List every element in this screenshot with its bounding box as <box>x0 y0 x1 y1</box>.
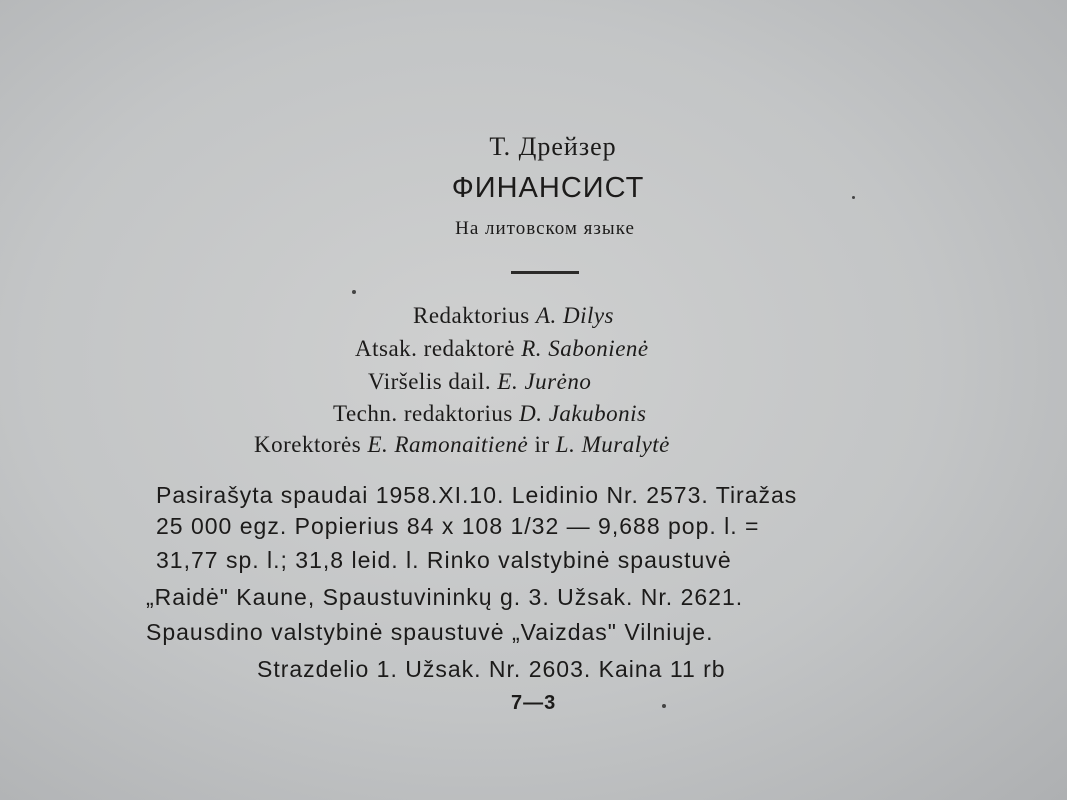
imprint-line: Strazdelio 1. Užsak. Nr. 2603. Kaina 11 rb <box>257 656 726 682</box>
credit-person: E. Ramonaitienė <box>367 432 529 457</box>
credit-role: Redaktorius <box>413 303 530 328</box>
credit-line-cover-artist <box>368 369 591 395</box>
credit-line-proofreaders <box>254 432 670 458</box>
language-note: На литовском языке <box>455 218 635 239</box>
credit-role: Techn. redaktorius <box>333 401 513 426</box>
credit-person: R. Sabonienė <box>521 336 649 361</box>
imprint-line: 25 000 egz. Popierius 84 x 108 1/32 — 9,688 pop. l. = <box>156 513 760 539</box>
credit-line-tech-editor <box>333 401 646 427</box>
credit-role: Atsak. redaktorė <box>355 336 515 361</box>
credit-person-2: L. Muralytė <box>555 432 670 457</box>
credit-line-editor <box>413 303 614 329</box>
credit-role: Korektorės <box>254 432 362 457</box>
author-name: Т. Дрейзер <box>489 132 617 161</box>
imprint-line: Spausdino valstybinė spaustuvė „Vaizdas" Vilniuje. <box>146 619 714 645</box>
credit-conjunction: ir <box>534 432 550 457</box>
credit-person: A. Dilys <box>535 303 615 328</box>
paper-speck <box>352 290 356 294</box>
paper-speck <box>852 196 855 199</box>
book-title: ФИНАНСИСТ <box>451 172 645 204</box>
credit-role: Viršelis dail. <box>368 369 492 394</box>
credit-person: D. Jakubonis <box>519 401 647 426</box>
credit-person: E. Jurėno <box>497 369 592 394</box>
paper-speck <box>662 704 666 708</box>
imprint-line: Pasirašyta spaudai 1958.XI.10. Leidinio Nr. 2573. Tiražas <box>156 482 798 508</box>
credit-line-responsible-editor <box>355 336 649 362</box>
imprint-line: 31,77 sp. l.; 31,8 leid. l. Rinko valstybinė spaustuvė <box>156 547 732 573</box>
imprint-line: „Raidė" Kaune, Spaustuvininkų g. 3. Užsak. Nr. 2621. <box>146 584 744 610</box>
divider-rule <box>511 271 579 274</box>
print-signature-code: 7—3 <box>511 692 557 714</box>
